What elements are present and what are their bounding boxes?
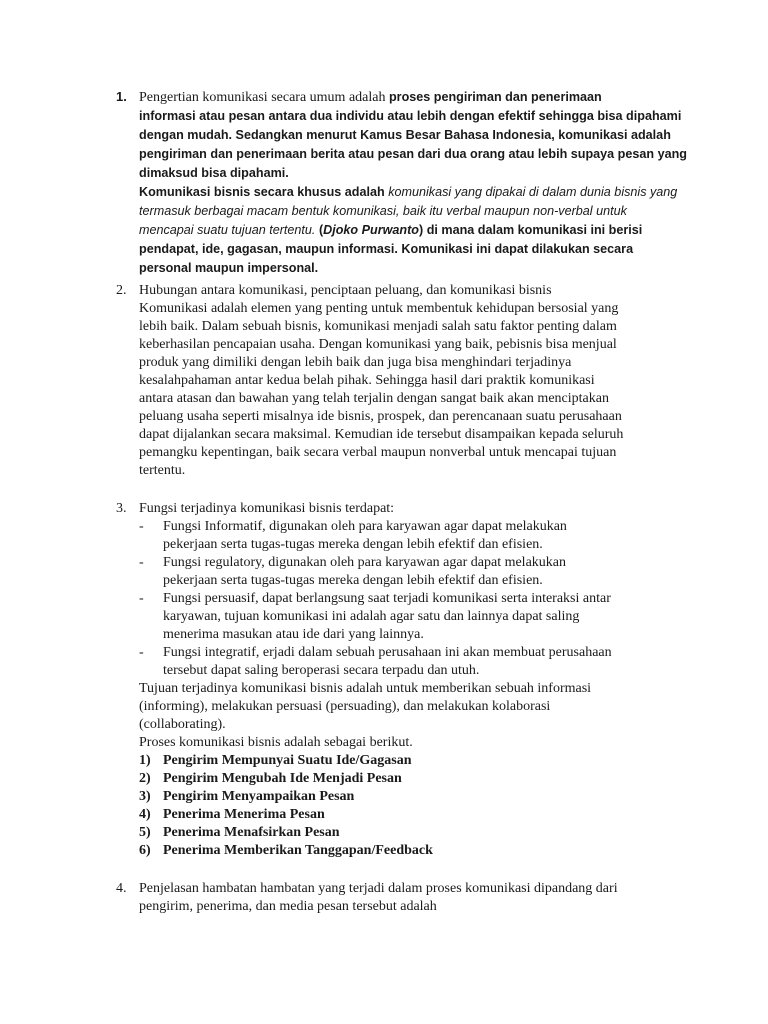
item-1-line: [139, 202, 687, 221]
step-text: Pengirim Mengubah Ide Menjadi Pesan: [163, 771, 402, 786]
dash-bullet: -: [139, 645, 144, 660]
item-2-line: peluang usaha seperti misalnya ide bisnis, prospek, dan perencanaan suatu perusahaan: [139, 409, 622, 424]
function-text: [163, 590, 703, 644]
text-run: komunikasi yang dipakai di dalam dunia bisnis yang: [388, 185, 678, 199]
step-text: Penerima Menafsirkan Pesan: [163, 825, 340, 840]
item-1-line: [139, 183, 687, 202]
text-run: (: [318, 223, 324, 237]
item-4-line: pengirim, penerima, dan media pesan tersebut adalah: [139, 899, 437, 914]
step-number: 3): [139, 789, 151, 804]
step-number: 1): [139, 753, 151, 768]
item-1-line: [139, 240, 687, 259]
function-line: pekerjaan serta tugas-tugas mereka dengan lebih efektif dan efisien.: [163, 537, 543, 552]
text-run: termasuk berbagai macam bentuk komunikasi, baik itu verbal maupun non-verbal untuk: [139, 204, 627, 218]
dash-bullet: -: [139, 591, 144, 606]
item-2-line: antara atasan dan bawahan yang telah terjalin dengan sangat baik akan menciptakan: [139, 391, 609, 406]
text-run: Komunikasi bisnis secara khusus adalah: [139, 185, 389, 199]
function-list: [139, 518, 687, 680]
dash-bullet: -: [139, 519, 144, 534]
step-text: Pengirim Mempunyai Suatu Ide/Gagasan: [163, 753, 412, 768]
process-steps-list: [139, 752, 687, 860]
text-run: dimaksud bisa dipahami.: [139, 166, 289, 180]
function-line: tersebut dapat saling beroperasi secara terpadu dan utuh.: [163, 663, 480, 678]
step-text: Pengirim Menyampaikan Pesan: [163, 789, 355, 804]
function-item: [139, 590, 687, 644]
text-run: Pengertian komunikasi secara umum adalah: [139, 90, 389, 105]
function-line: Fungsi integratif, erjadi dalam sebuah perusahaan ini akan membuat perusahaan: [163, 645, 612, 660]
function-line: karyawan, tujuan komunikasi ini adalah agar satu dan lainnya dapat saling: [163, 609, 580, 624]
step-number: 5): [139, 825, 151, 840]
item-2-line: Hubungan antara komunikasi, penciptaan peluang, dan komunikasi bisnis: [139, 283, 552, 298]
purpose-paragraph: [139, 680, 687, 734]
step-number: 2): [139, 771, 151, 786]
item-2-number: 2.: [116, 283, 127, 298]
item-1-line: [139, 88, 687, 107]
item-2-line: dapat dijalankan secara maksimal. Kemudian ide tersebut disampaikan kepada seluruh: [139, 427, 624, 442]
process-step: [139, 770, 687, 788]
text-run: proses pengiriman dan penerimaan: [388, 90, 602, 104]
item-2-line: keberhasilan pencapaian usaha. Dengan komunikasi yang baik, pebisnis bisa menjual: [139, 337, 617, 352]
item-4-line: Penjelasan hambatan hambatan yang terjadi dalam proses komunikasi dipandang dari: [139, 881, 618, 896]
purpose-line: Tujuan terjadinya komunikasi bisnis adalah untuk memberikan sebuah informasi: [139, 681, 592, 696]
text-run: dengan mudah. Sedangkan menurut Kamus Besar Bahasa Indonesia, komunikasi adalah: [139, 128, 671, 142]
item-4-text: [139, 880, 687, 916]
item-1-line: [139, 107, 687, 126]
item-4-number: 4.: [116, 881, 127, 896]
function-item: [139, 518, 687, 554]
item-2-line: pemangku kepentingan, baik secara verbal maupun nonverbal untuk mencapai tujuan: [139, 445, 617, 460]
item-3-text: [139, 500, 687, 860]
function-line: Fungsi regulatory, digunakan oleh para karyawan agar dapat melakukan: [163, 555, 566, 570]
process-step: [139, 842, 687, 860]
step-number: 4): [139, 807, 151, 822]
item-2-line: Komunikasi adalah elemen yang penting untuk membentuk kehidupan bersosial yang: [139, 301, 619, 316]
function-line: Fungsi persuasif, dapat berlangsung saat terjadi komunikasi serta interaksi antar: [163, 591, 611, 606]
item-1-line: [139, 164, 687, 183]
function-line: Fungsi Informatif, digunakan oleh para karyawan agar dapat melakukan: [163, 519, 567, 534]
function-text: [163, 518, 703, 554]
item-2-line: kesalahpahaman antar kedua belah pihak. Sehingga hasil dari praktik komunikasi: [139, 373, 595, 388]
item-1-line: [139, 126, 687, 145]
function-item: [139, 644, 687, 680]
function-item: [139, 554, 687, 590]
purpose-line: (informing), melakukan persuasi (persuading), dan melakukan kolaborasi: [139, 699, 551, 714]
item-3-intro: Fungsi terjadinya komunikasi bisnis terdapat:: [139, 501, 395, 516]
step-number: 6): [139, 843, 151, 858]
step-text: Penerima Menerima Pesan: [163, 807, 325, 822]
function-line: menerima masukan atau ide dari yang lainnya.: [163, 627, 424, 642]
text-run: personal maupun impersonal.: [139, 261, 319, 275]
item-2-line: lebih baik. Dalam sebuah bisnis, komunikasi menjadi salah satu faktor penting dalam: [139, 319, 617, 334]
text-run: pengiriman dan penerimaan berita atau pesan dari dua orang atau lebih supaya pesan yang: [139, 147, 687, 161]
function-text: [163, 554, 703, 590]
process-step: [139, 824, 687, 842]
text-run: Djoko Purwanto: [323, 223, 419, 237]
item-1-line: [139, 221, 687, 240]
item-1-line: [139, 145, 687, 164]
function-line: pekerjaan serta tugas-tugas mereka dengan lebih efektif dan efisien.: [163, 573, 543, 588]
text-run: informasi atau pesan antara dua individu atau lebih dengan efektif sehingga bisa dipahami: [139, 109, 682, 123]
process-step: [139, 788, 687, 806]
item-1-text: [139, 88, 687, 278]
text-run: pendapat, ide, gagasan, maupun informasi. Komunikasi ini dapat dilakukan secara: [139, 242, 634, 256]
item-2-text: [139, 282, 687, 480]
text-run: ) di mana dalam komunikasi ini berisi: [419, 223, 643, 237]
item-3-number: 3.: [116, 501, 127, 516]
process-step: [139, 752, 687, 770]
dash-bullet: -: [139, 555, 144, 570]
step-text: Penerima Memberikan Tanggapan/Feedback: [163, 843, 433, 858]
item-1-line: [139, 259, 687, 278]
process-step: [139, 806, 687, 824]
item-2-line: produk yang dimiliki dengan lebih baik dan juga bisa menghindari terjadinya: [139, 355, 572, 370]
item-2-line: tertentu.: [139, 463, 186, 478]
purpose-line: (collaborating).: [139, 717, 226, 732]
text-run: mencapai suatu tujuan tertentu.: [139, 223, 319, 237]
item-1-number: 1.: [116, 89, 127, 104]
process-intro: Proses komunikasi bisnis adalah sebagai berikut.: [139, 735, 413, 750]
function-text: [163, 644, 703, 680]
